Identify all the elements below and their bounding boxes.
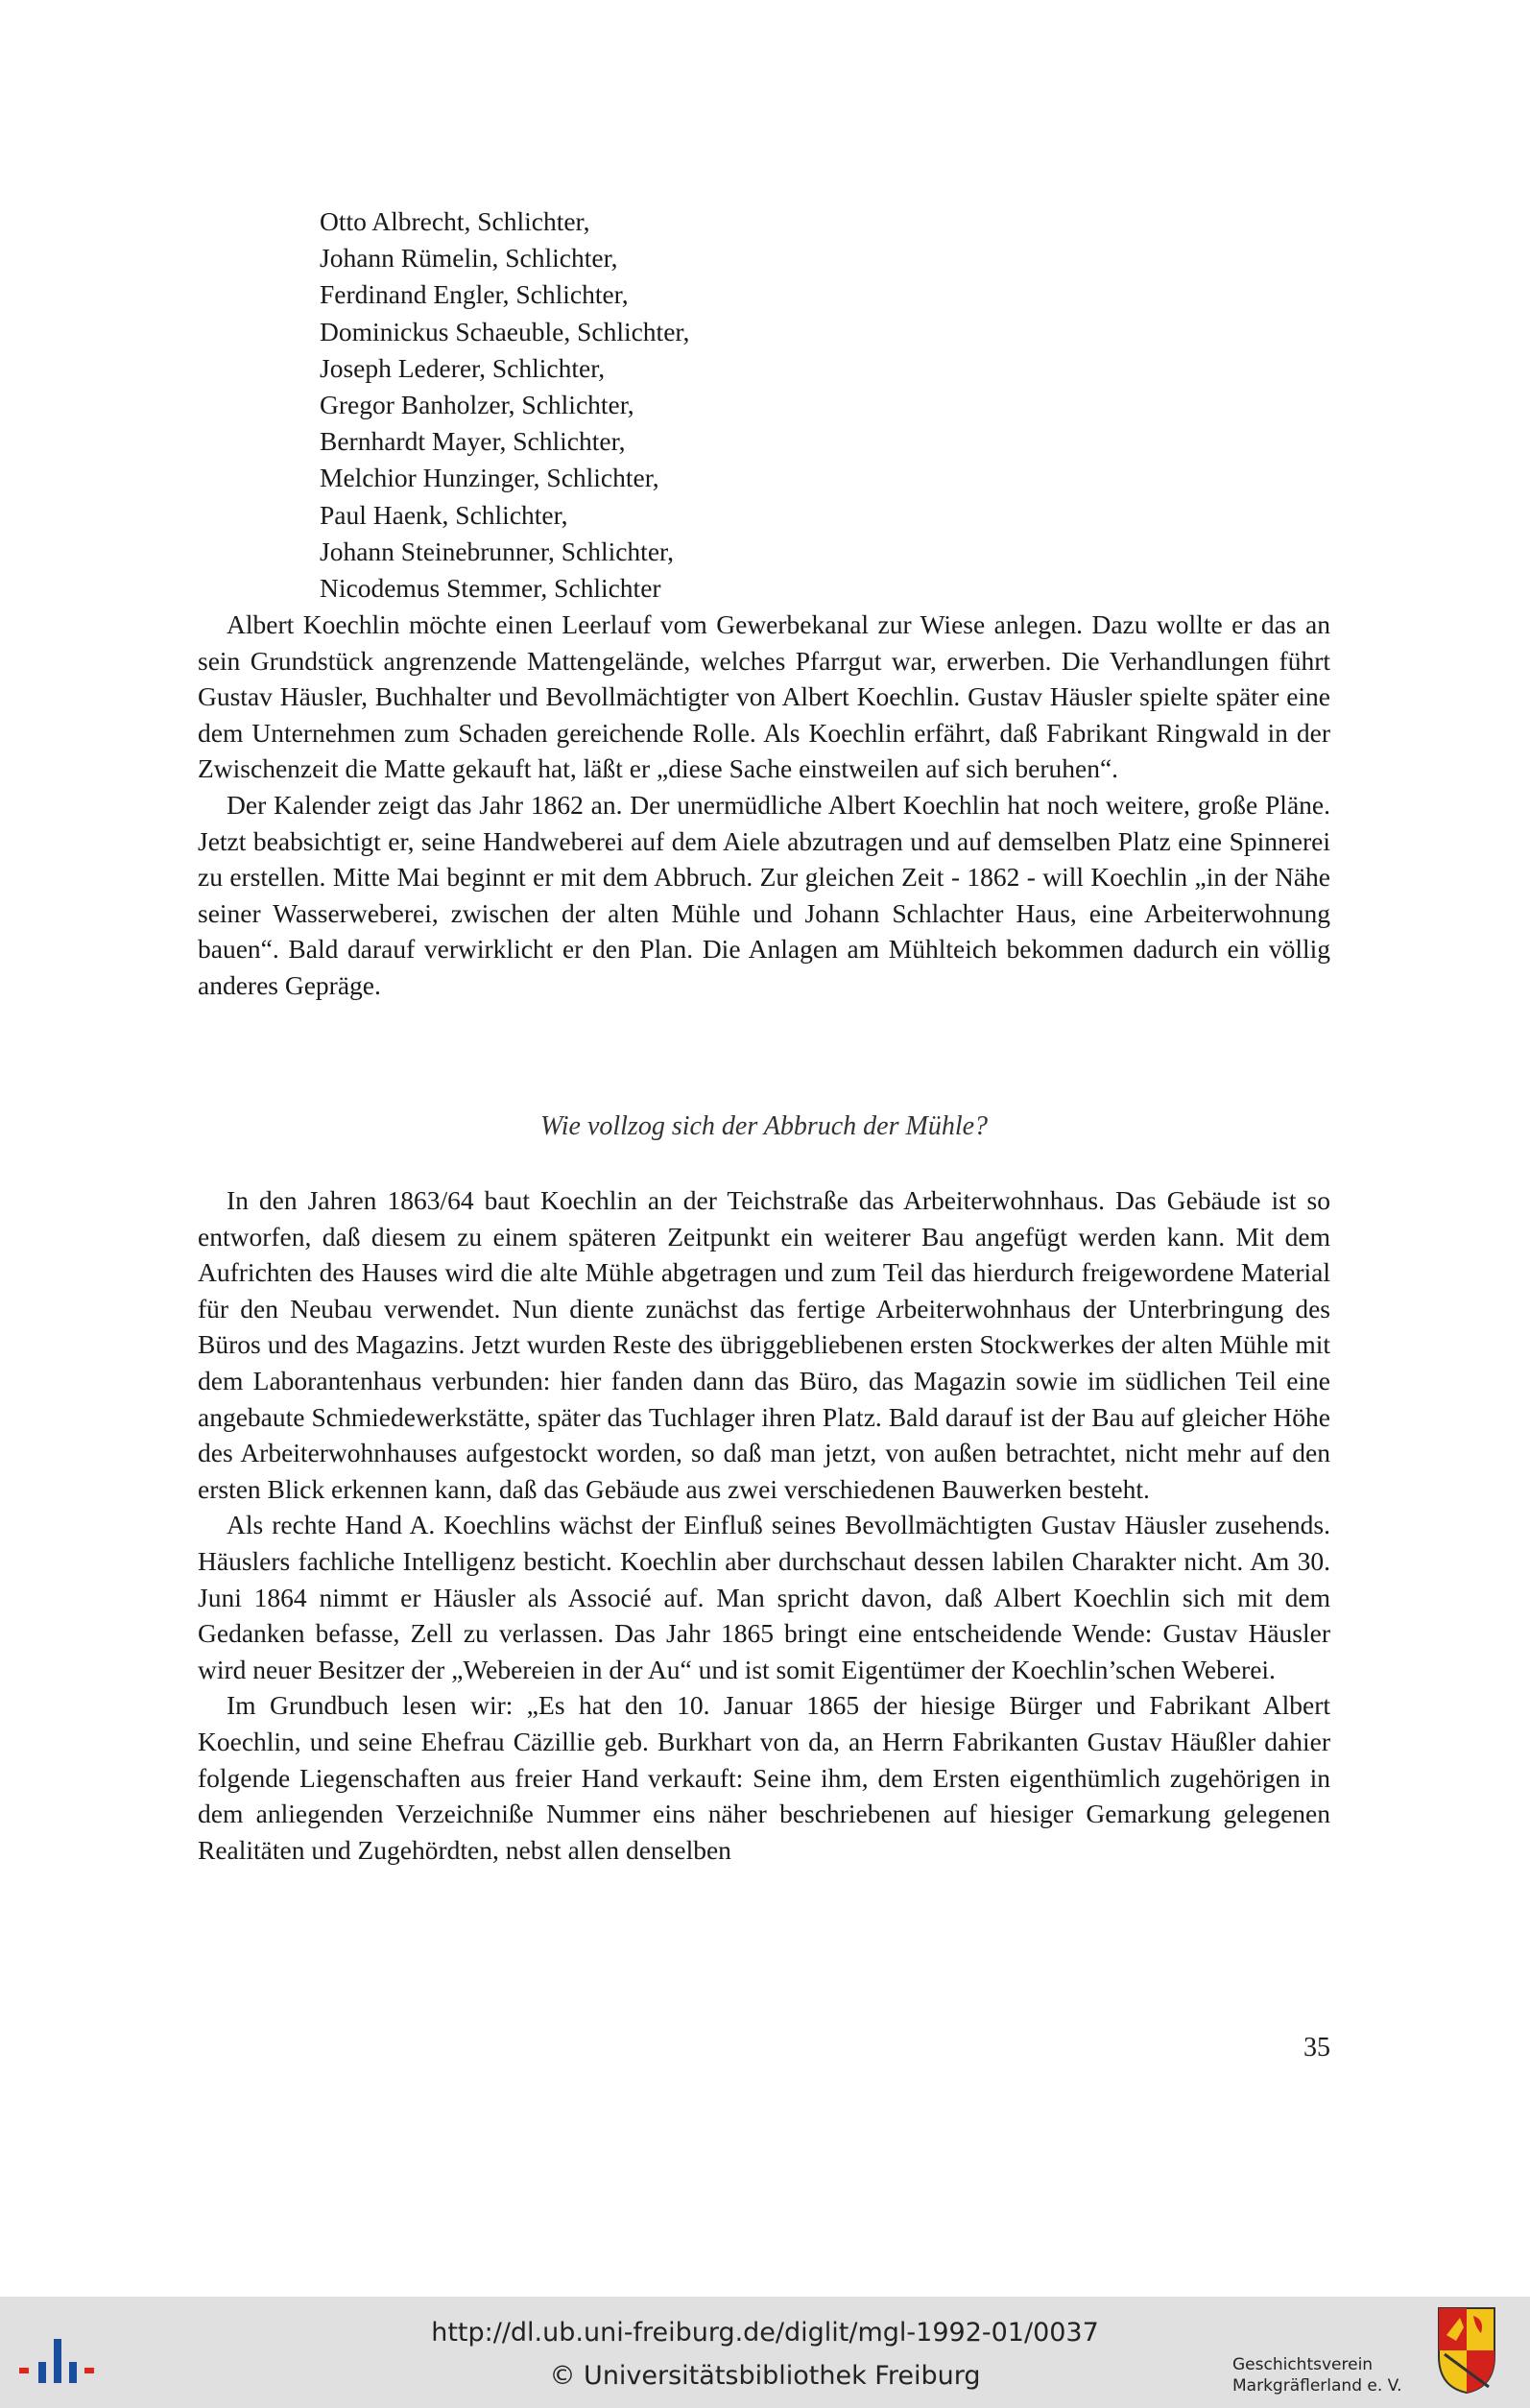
name-list-item: Bernhardt Mayer, Schlichter, bbox=[320, 426, 626, 457]
society-name bbox=[1232, 2354, 1424, 2396]
name-list-item: Joseph Lederer, Schlichter, bbox=[320, 352, 606, 383]
permalink-url[interactable]: http://dl.ub.uni-freiburg.de/diglit/mgl-1992-01/0037 bbox=[431, 2318, 1099, 2348]
name-list-item: Ferdinand Engler, Schlichter, bbox=[320, 279, 629, 310]
copyright-notice: © Universitätsbibliothek Freiburg bbox=[549, 2361, 981, 2391]
society-name-line: Markgräflerland e. V. bbox=[1232, 2376, 1402, 2396]
name-list-item: Nicodemus Stemmer, Schlichter bbox=[320, 573, 661, 604]
paragraph: Als rechte Hand A. Koechlins wächst der Einfluß seines Bevollmächtigten Gustav Häusler zusehends. Häuslers fachliche Intelligenz besticht. Koechlin aber durchschaut dessen labilen Charakter nicht. Am 30. Juni 1864 nimmt er Häusler als Associé auf. Man spricht davon, daß Albert Koechlin sich mit dem Gedanken befasse, Zell zu verlassen. Das Jahr 1865 bringt eine entscheidende Wende: Gustav Häusler wird neuer Besitzer der „Webereien in der Au“ und ist somit Eigentümer der Koechlin’schen Weberei. bbox=[198, 1510, 1330, 1684]
coat-of-arms-icon bbox=[1437, 2306, 1496, 2395]
society-name-line: Geschichtsverein bbox=[1232, 2355, 1374, 2374]
name-list-item: Otto Albrecht, Schlichter, bbox=[320, 206, 590, 236]
paragraph: In den Jahren 1863/64 baut Koechlin an der Teichstraße das Arbeiterwohnhaus. Das Gebäude ist so entworfen, daß diesem zu einem späteren Zeitpunkt ein weiterer Bau angefügt werden kann. Mit dem Aufrichten des Hauses wird die alte Mühle abgetragen und zum Teil das hierdurch freigewordene Material für den Neubau verwendet. Nun diente zunächst das fertige Arbeiterwohnhaus der Unterbringung des Büros und des Magazins. Jetzt wurden Reste des übriggebliebenen ersten Stockwerkes der alten Mühle mit dem Laborantenhaus verbunden: hier fanden dann das Büro, das Magazin sowie im südlichen Teil eine angebaute Schmiedewerkstätte, später das Tuchlager ihren Platz. Bald darauf ist der Bau auf gleicher Höhe des Arbeiterwohnhauses aufgestockt worden, so daß man jetzt, von außen betrachtet, nicht mehr auf den ersten Blick erkennen kann, daß das Gebäude aus zwei verschiedenen Bauwerken besteht. bbox=[198, 1185, 1330, 1504]
body-text-block bbox=[198, 607, 1330, 1004]
name-list-item: Gregor Banholzer, Schlichter, bbox=[320, 390, 634, 420]
body-text-block bbox=[198, 1182, 1330, 1868]
page-number: 35 bbox=[1303, 2033, 1330, 2062]
paragraph: Albert Koechlin möchte einen Leerlauf vom Gewerbekanal zur Wiese anlegen. Dazu wollte er das an sein Grundstück angrenzende Mattengelände, welches Pfarrgut war, erwerben. Die Verhandlungen führt Gustav Häusler, Buchhalter und Bevollmächtigter von Albert Koechlin. Gustav Häusler spielte später eine dem Unternehmen zum Schaden gereichende Rolle. Als Koechlin erfährt, daß Fabrikant Ringwald in der Zwischenzeit die Matte gekauft hat, läßt er „diese Sache einstweilen auf sich beruhen“. bbox=[198, 609, 1330, 784]
paragraph: Im Grundbuch lesen wir: „Es hat den 10. Januar 1865 der hiesige Bürger und Fabrikant Albert Koechlin, und seine Ehefrau Cäzillie geb. Burkhart von da, an Herrn Fabrikanten Gustav Häußler dahier folgende Liegenschaften aus freier Hand verkauft: Seine ihm, dem Ersten eigenthümlich zugehörigen in dem anliegenden Verzeichniße Nummer eins näher beschriebenen auf hiesiger Gemarkung gelegenen Realitäten und Zugehördten, nebst allen denselben bbox=[198, 1690, 1330, 1865]
name-list-item: Johann Rümelin, Schlichter, bbox=[320, 243, 618, 274]
paragraph: Der Kalender zeigt das Jahr 1862 an. Der unermüdliche Albert Koechlin hat noch weitere, große Pläne. Jetzt beabsichtigt er, seine Handweberei auf dem Aiele abzutragen und auf demselben Platz eine Spinnerei zu erstellen. Mitte Mai beginnt er mit dem Abbruch. Zur gleichen Zeit - 1862 - will Koechlin „in der Nähe seiner Wasserweberei, zwischen der alten Mühle und Johann Schlachter Haus, eine Arbeiterwohnung bauen“. Bald darauf verwirklicht er den Plan. Die Anlagen am Mühlteich bekommen dadurch ein völlig anderes Gepräge. bbox=[198, 789, 1330, 1000]
viewer-footer bbox=[0, 2297, 1530, 2408]
name-list-item: Melchior Hunzinger, Schlichter, bbox=[320, 463, 659, 493]
name-list-item: Dominickus Schaeuble, Schlichter, bbox=[320, 316, 690, 346]
section-heading: Wie vollzog sich der Abbruch der Mühle? bbox=[539, 1111, 989, 1141]
name-list-item: Paul Haenk, Schlichter, bbox=[320, 499, 568, 530]
name-list bbox=[320, 203, 992, 607]
name-list-item: Johann Steinebrunner, Schlichter, bbox=[320, 536, 674, 566]
